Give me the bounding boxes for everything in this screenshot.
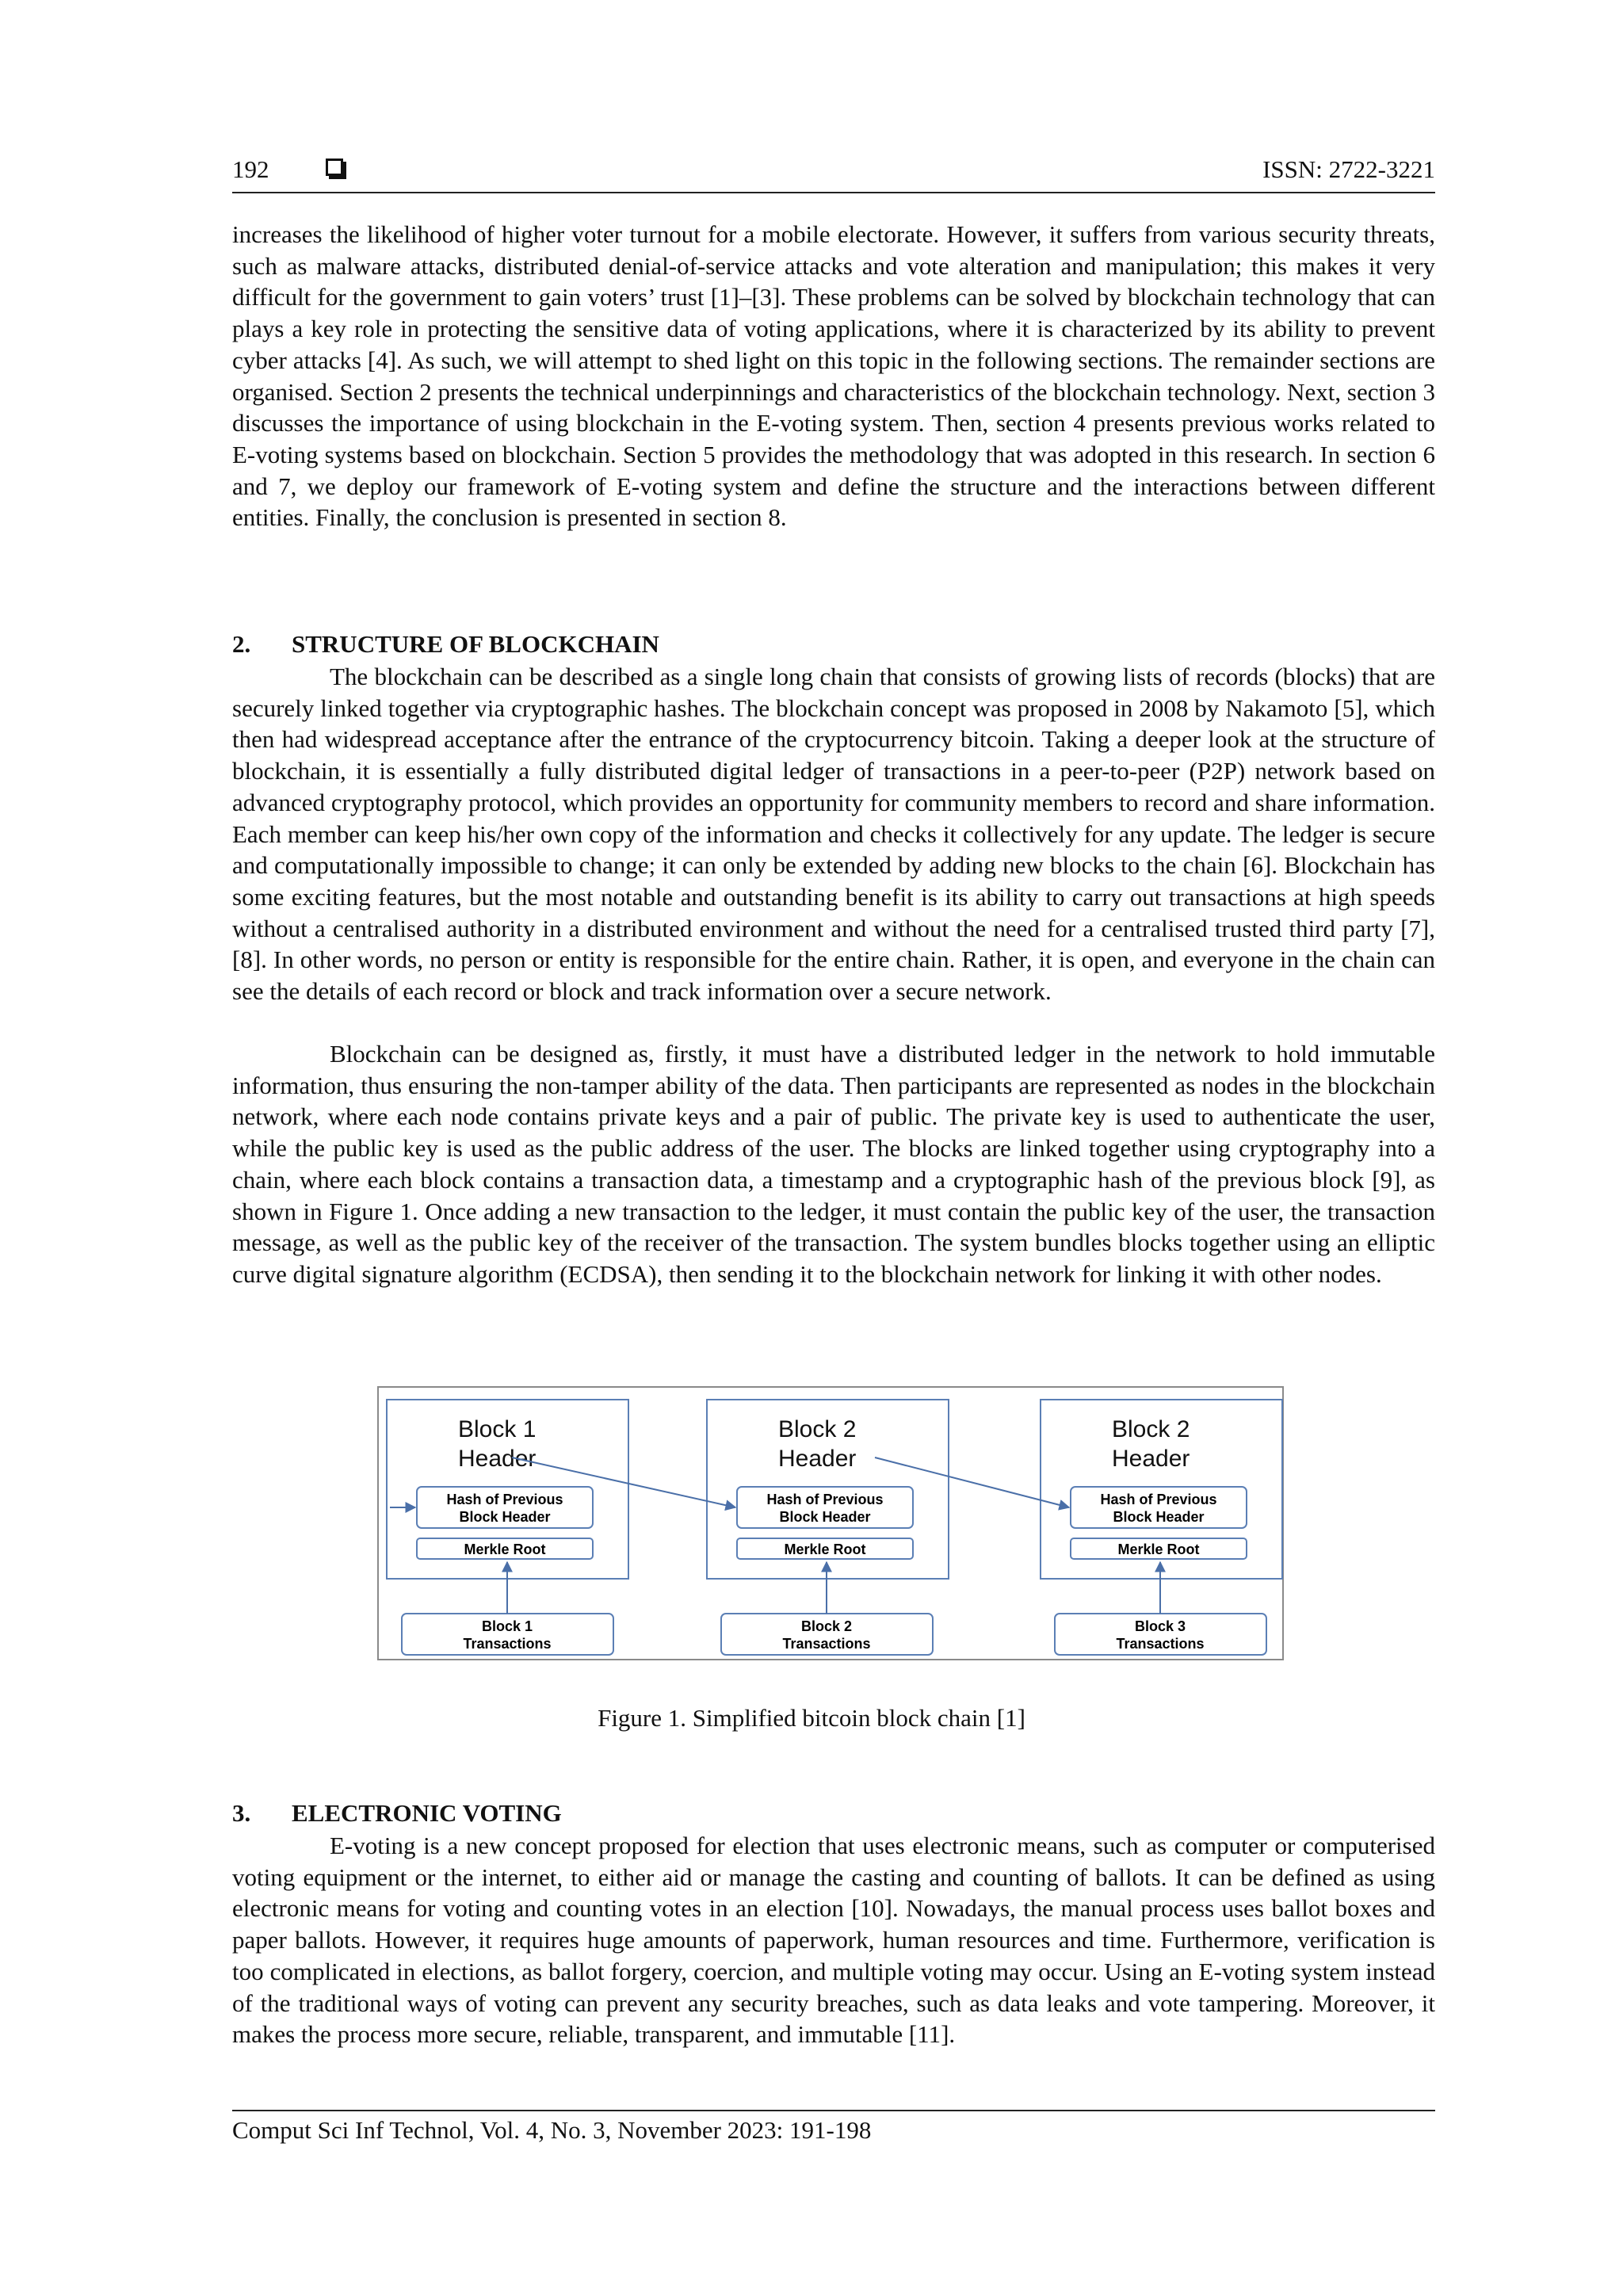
block-2-title: Block 2 — [778, 1416, 857, 1442]
block-3-transactions-label: Block 3 — [1134, 1618, 1186, 1634]
journal-citation: Comput Sci Inf Technol, Vol. 4, No. 3, November 2023: 191-198 — [232, 2116, 872, 2144]
section-3-heading — [232, 1799, 562, 1828]
intro-paragraph: increases the likelihood of higher voter turnout for a mobile electorate. However, it suffers from various security threats, such as malware attacks, distributed denial-of-service attacks and vote alteration and manipulation; this makes it very difficult for the government to gain voters’ trust [1]–[3]. These problems can be solved by blockchain technology that can plays a key role in protecting the sensitive data of voting applications, where it is characterized by its ability to prevent cyber attacks [4]. As such, we will attempt to shed light on this topic in the following sections. The remainder sections are organised. Section 2 presents the technical underpinnings and characteristics of the blockchain technology. Next, section 3 discusses the importance of using blockchain in the E-voting system. Then, section 4 presents previous works related to E-voting systems based on blockchain. Section 5 provides the methodology that was adopted in this research. In section 6 and 7, we deploy our framework of E-voting system and define the structure and the interactions between different entities. Finally, the conclusion is presented in section 8. — [232, 220, 1435, 532]
block-1-subtitle: Header — [458, 1446, 537, 1472]
block-2-transactions-label: Block 2 — [800, 1618, 853, 1634]
block-2-merkle-label: Merkle Root — [784, 1541, 866, 1557]
block-3-hash-label: Block Header — [1113, 1509, 1205, 1525]
block-1-merkle-label: Merkle Root — [464, 1541, 546, 1557]
block-1-transactions-label: Transactions — [463, 1636, 552, 1652]
block-2-subtitle: Header — [778, 1446, 857, 1472]
block-1-title: Block 1 — [458, 1416, 537, 1442]
section-2-title: STRUCTURE OF BLOCKCHAIN — [292, 630, 659, 658]
section-2-paragraph: The blockchain can be described as a single long chain that consists of growing lists of records (blocks) that are securely linked together via cryptographic hashes. The blockchain concept was proposed in 2008 by Nakamoto [5], which then had widespread acceptance after the entrance of the cryptocurrency bitcoin. Taking a deeper look at the structure of blockchain, it is essentially a fully distributed digital ledger of transactions in a peer-to-peer (P2P) network based on advanced cryptography protocol, which provides an opportunity for community members to record and share information. Each member can keep his/her own copy of the information and checks it collectively for any update. The ledger is secure and computationally impossible to change; it can only be extended by adding new blocks to the chain [6]. Blockchain has some exciting features, but the most notable and outstanding benefit is its ability to carry out transactions at high speeds without a centralised authority in a distributed environment and without the need for a centralised trusted third party [7], [8]. In other words, no person or entity is responsible for the entire chain. Rather, it is open, and everyone in the chain can see the details of each record or block and track information over a secure network. — [232, 663, 1435, 1006]
block-2-hash-label: Hash of Previous — [766, 1492, 884, 1507]
section-3-paragraph: E-voting is a new concept proposed for election that uses electronic means, such as computer or computerised voting equipment or the internet, to either aid or manage the casting and counting of ballots. It can be defined as using electronic means for voting and counting votes in an election [10]. Nowadays, the manual process uses ballot boxes and paper ballots. However, it requires huge amounts of paperwork, human resources and time. Furthermore, verification is too complicated in elections, as ballot forgery, coercion, and multiple voting may occur. Using an E-voting system instead of the traditional ways of voting can prevent any security breaches, such as data leaks and vote tampering. Moreover, it makes the process more secure, reliable, transparent, and immutable [11]. — [232, 1832, 1435, 2049]
figure-1-blockchain-diagram — [377, 1386, 1284, 1660]
checkbox-square-icon — [326, 159, 343, 176]
page-number: 192 — [232, 155, 269, 183]
figure-1-caption: Figure 1. Simplified bitcoin block chain [1] — [598, 1704, 1025, 1732]
block-1-hash-label: Block Header — [459, 1509, 551, 1525]
issn-label: ISSN: 2722-3221 — [1262, 155, 1435, 183]
block-2-hash-label: Block Header — [779, 1509, 871, 1525]
block-2-transactions-label: Transactions — [782, 1636, 871, 1652]
section-2-number: 2. — [232, 630, 251, 658]
section-2-heading — [232, 630, 659, 659]
block-3-subtitle: Header — [1112, 1446, 1190, 1472]
block-3 — [1041, 1400, 1282, 1655]
section-3-number: 3. — [232, 1799, 251, 1827]
block-3-title: Block 2 — [1112, 1416, 1190, 1442]
block-1-transactions-label: Block 1 — [481, 1618, 533, 1634]
section-3-title: ELECTRONIC VOTING — [292, 1799, 562, 1827]
blockchain-diagram-svg — [379, 1388, 1285, 1662]
block-3-transactions-label: Transactions — [1116, 1636, 1205, 1652]
running-footer — [232, 2110, 1435, 2145]
block-3-merkle-label: Merkle Root — [1117, 1541, 1200, 1557]
block-3-hash-label: Hash of Previous — [1100, 1492, 1217, 1507]
section-2-paragraph: Blockchain can be designed as, firstly, it must have a distributed ledger in the network to hold immutable information, thus ensuring the non-tamper ability of the data. Then participants are represented as nodes in the blockchain network, where each node contains private keys and a pair of public. The private key is used to authenticate the user, while the public key is used as the public address of the user. The blocks are linked together using cryptography into a chain, where each block contains a transaction data, a timestamp and a cryptographic hash of the previous block [9], as shown in Figure 1. Once adding a new transaction to the ledger, it must contain the public key of the user, the transaction message, as well as the public key of the receiver of the transaction. The system bundles blocks together using an elliptic curve digital signature algorithm (ECDSA), then sending it to the blockchain network for linking it with other nodes. — [232, 1040, 1435, 1288]
running-header — [232, 155, 1435, 193]
block-1-hash-label: Hash of Previous — [446, 1492, 563, 1507]
block-1 — [387, 1400, 628, 1655]
block-2 — [707, 1400, 949, 1655]
